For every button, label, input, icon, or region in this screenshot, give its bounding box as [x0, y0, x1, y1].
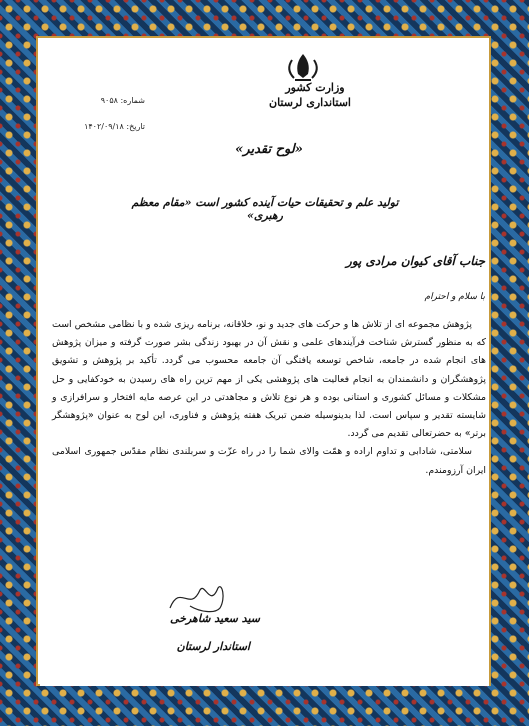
- signer-title: استاندار لرستان: [176, 640, 250, 653]
- signer-name: سید سعید شاهرخی: [170, 612, 260, 625]
- body-paragraph: پژوهش مجموعه ای از تلاش ها و حرکت های جدید و نو، خلاقانه، برنامه ریزی شده و با نظامی مشخص است که به منظور گسترش شناخت فرآیندهای علمی و نقش آن در بهبود زندگی بشر صورت گرفته و میزان پژوهش های انجام شده در جامعه، شاخص توسعه یافتگی آن جامعه محسوب می گردد. تأکید بر پژوهش و تشویق پژوهشگران و دانشمندان به انجام فعالیت های پژوهشی یکی از مهم ترین راه های رسیدن به خودکفایی و حل مشکلات و مسائل کشوری و استانی بوده و هر نوع تلاش و مجاهدتی در این عرصه مایه افتخار و سرافرازی و شایسته تقدیر و سپاس است. لذا بدینوسیله ضمن تبریک هفته پژوهش و فناوری، این لوح به عنوان «پژوهشگر برتر» به حضرتعالی تقدیم می گردد.: [52, 319, 486, 440]
- greeting: با سلام و احترام: [424, 292, 485, 302]
- body-paragraph: سلامتی، شادابی و تداوم اراده و همّت والای شما را در راه عزّت و سربلندی نظام مقدّس جمهوری اسلامی ایران آرزومندم.: [52, 446, 486, 476]
- certificate-paper: [40, 40, 489, 686]
- iran-emblem-icon: [278, 52, 328, 82]
- ministry-name: وزارت کشور: [285, 81, 345, 94]
- certificate-body: [52, 316, 486, 480]
- letter-number: شماره: ۹۰۵۸: [100, 96, 145, 105]
- leader-quote: تولید علم و تحقیقات حیات آینده کشور است «مقام معظم رهبری»: [131, 196, 399, 222]
- province-name: استانداری لرستان: [269, 96, 351, 109]
- recipient-name: جناب آقای کیوان مرادی پور: [346, 254, 485, 268]
- letter-date: تاریخ: ۱۴۰۲/۰۹/۱۸: [84, 122, 145, 131]
- certificate-title: «لوح تقدیر»: [235, 142, 303, 157]
